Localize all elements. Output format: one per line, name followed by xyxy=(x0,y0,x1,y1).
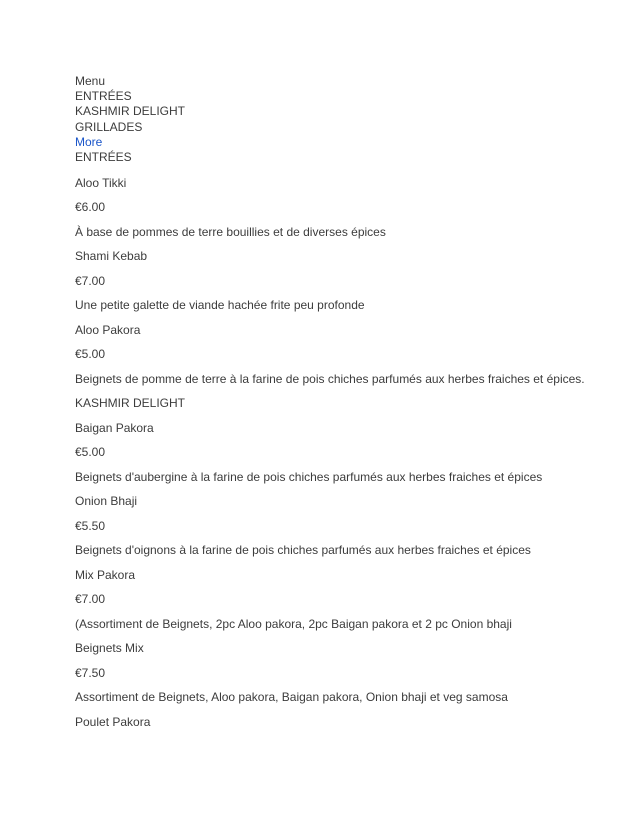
page-content xyxy=(75,74,615,738)
item-name: Onion Bhaji xyxy=(75,494,138,509)
item-description: Une petite galette de viande hachée frite peu profonde xyxy=(75,298,365,313)
nav-item-menu[interactable]: Menu xyxy=(75,74,106,88)
section-entrees xyxy=(75,150,615,396)
item-price: €5.50 xyxy=(75,518,106,533)
item-price: €7.00 xyxy=(75,592,106,607)
item-price: €6.00 xyxy=(75,200,106,215)
item-description: À base de pommes de terre bouillies et de diverses épices xyxy=(75,224,386,239)
item-description: Beignets d'oignons à la farine de pois chiches parfumés aux herbes fraiches et épices xyxy=(75,543,531,558)
nav-more-link[interactable]: More xyxy=(75,134,103,149)
item-price: €7.50 xyxy=(75,665,106,680)
item-price: €5.00 xyxy=(75,445,106,460)
menu-nav xyxy=(75,74,615,150)
item-name: Aloo Pakora xyxy=(75,322,141,337)
item-name: Aloo Tikki xyxy=(75,175,127,190)
item-name: Baigan Pakora xyxy=(75,420,154,435)
section-title: KASHMIR DELIGHT xyxy=(75,396,186,411)
item-name: Mix Pakora xyxy=(75,567,136,582)
item-name: Beignets Mix xyxy=(75,641,144,656)
nav-item-grillades[interactable]: GRILLADES xyxy=(75,119,143,134)
item-price: €7.00 xyxy=(75,273,106,288)
nav-item-entrees[interactable]: ENTRÉES xyxy=(75,89,132,104)
item-name: Poulet Pakora xyxy=(75,714,151,729)
nav-item-kashmir-delight[interactable]: KASHMIR DELIGHT xyxy=(75,104,186,119)
item-name: Shami Kebab xyxy=(75,249,148,264)
item-description: Beignets d'aubergine à la farine de pois chiches parfumés aux herbes fraiches et épices xyxy=(75,469,543,484)
item-description: Beignets de pomme de terre à la farine de pois chiches parfumés aux herbes fraiches et épices. xyxy=(75,371,585,386)
item-description: (Assortiment de Beignets, 2pc Aloo pakora, 2pc Baigan pakora et 2 pc Onion bhaji xyxy=(75,616,512,631)
section-title: ENTRÉES xyxy=(75,149,132,164)
item-price: €5.00 xyxy=(75,347,106,362)
item-description: Assortiment de Beignets, Aloo pakora, Baigan pakora, Onion bhaji et veg samosa xyxy=(75,690,508,705)
section-kashmir-delight xyxy=(75,395,615,738)
